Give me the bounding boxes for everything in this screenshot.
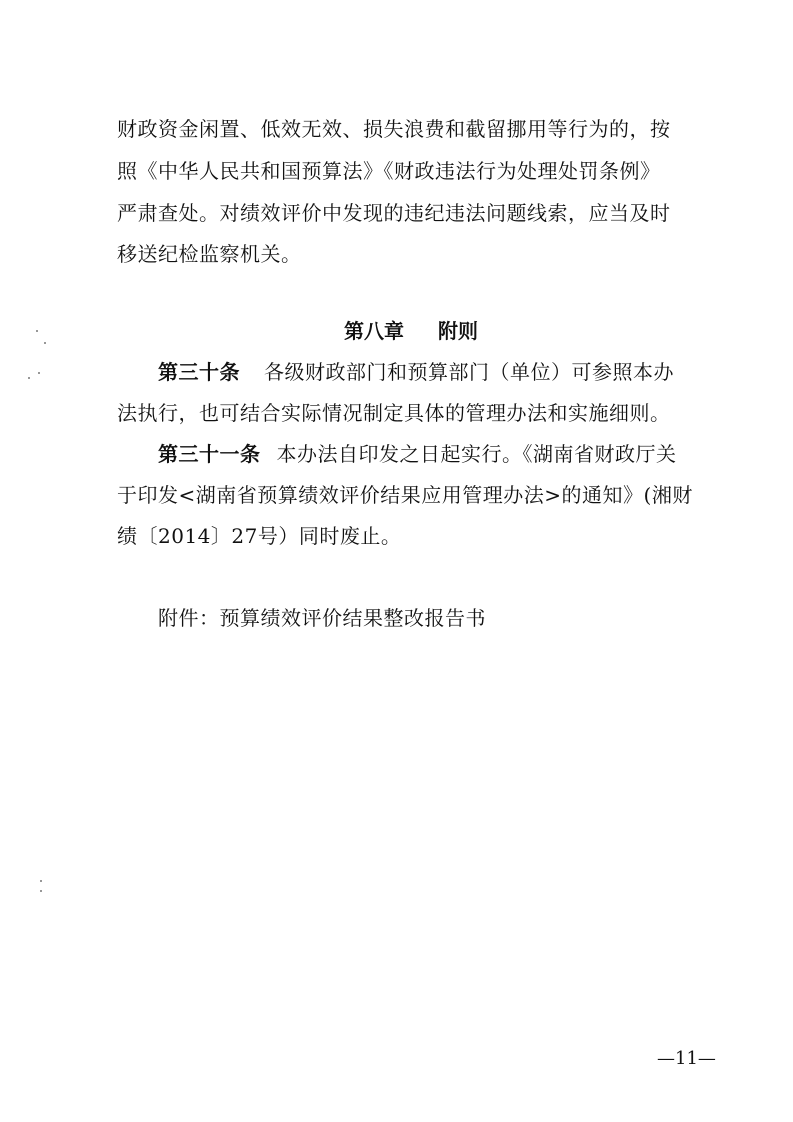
- chapter-number: 第八章: [344, 319, 404, 343]
- scan-speck: [28, 377, 30, 379]
- attachment-line: 附件：预算绩效评价结果整改报告书: [158, 606, 486, 630]
- paragraph1-line2: 照《中华人民共和国预算法》《财政违法行为处理处罚条例》: [117, 159, 661, 183]
- paragraph1-line1: 财政资金闲置、低效无效、损失浪费和截留挪用等行为的，按: [117, 117, 671, 141]
- article31-line2: 于印发<湖南省预算绩效评价结果应用管理办法>的通知》(湘财: [117, 483, 693, 507]
- article31-line3: 绩〔2014〕27号）同时废止。: [117, 524, 402, 548]
- chapter-heading: [344, 318, 478, 344]
- scan-speck: [40, 890, 42, 892]
- article31-label: 第三十一条: [158, 442, 261, 466]
- article31-text1: 本办法自印发之日起实行。《湖南省财政厅关: [276, 442, 677, 466]
- article30-line1: [158, 359, 674, 385]
- article30-label: 第三十条: [158, 360, 240, 384]
- page-number: —11—: [657, 1048, 716, 1069]
- scan-speck: [38, 372, 40, 374]
- article31-line1: [158, 441, 677, 467]
- article30-text1: 各级财政部门和预算部门（单位）可参照本办: [264, 360, 674, 384]
- chapter-title: 附则: [438, 319, 478, 343]
- scan-speck: [40, 880, 42, 882]
- article30-line2: 法执行，也可结合实际情况制定具体的管理办法和实施细则。: [117, 401, 671, 425]
- scan-speck: [44, 342, 46, 344]
- paragraph1-line3: 严肃查处。对绩效评价中发现的违纪违法问题线索，应当及时: [117, 201, 671, 225]
- paragraph1-line4: 移送纪检监察机关。: [117, 242, 302, 266]
- scan-speck: [36, 330, 38, 332]
